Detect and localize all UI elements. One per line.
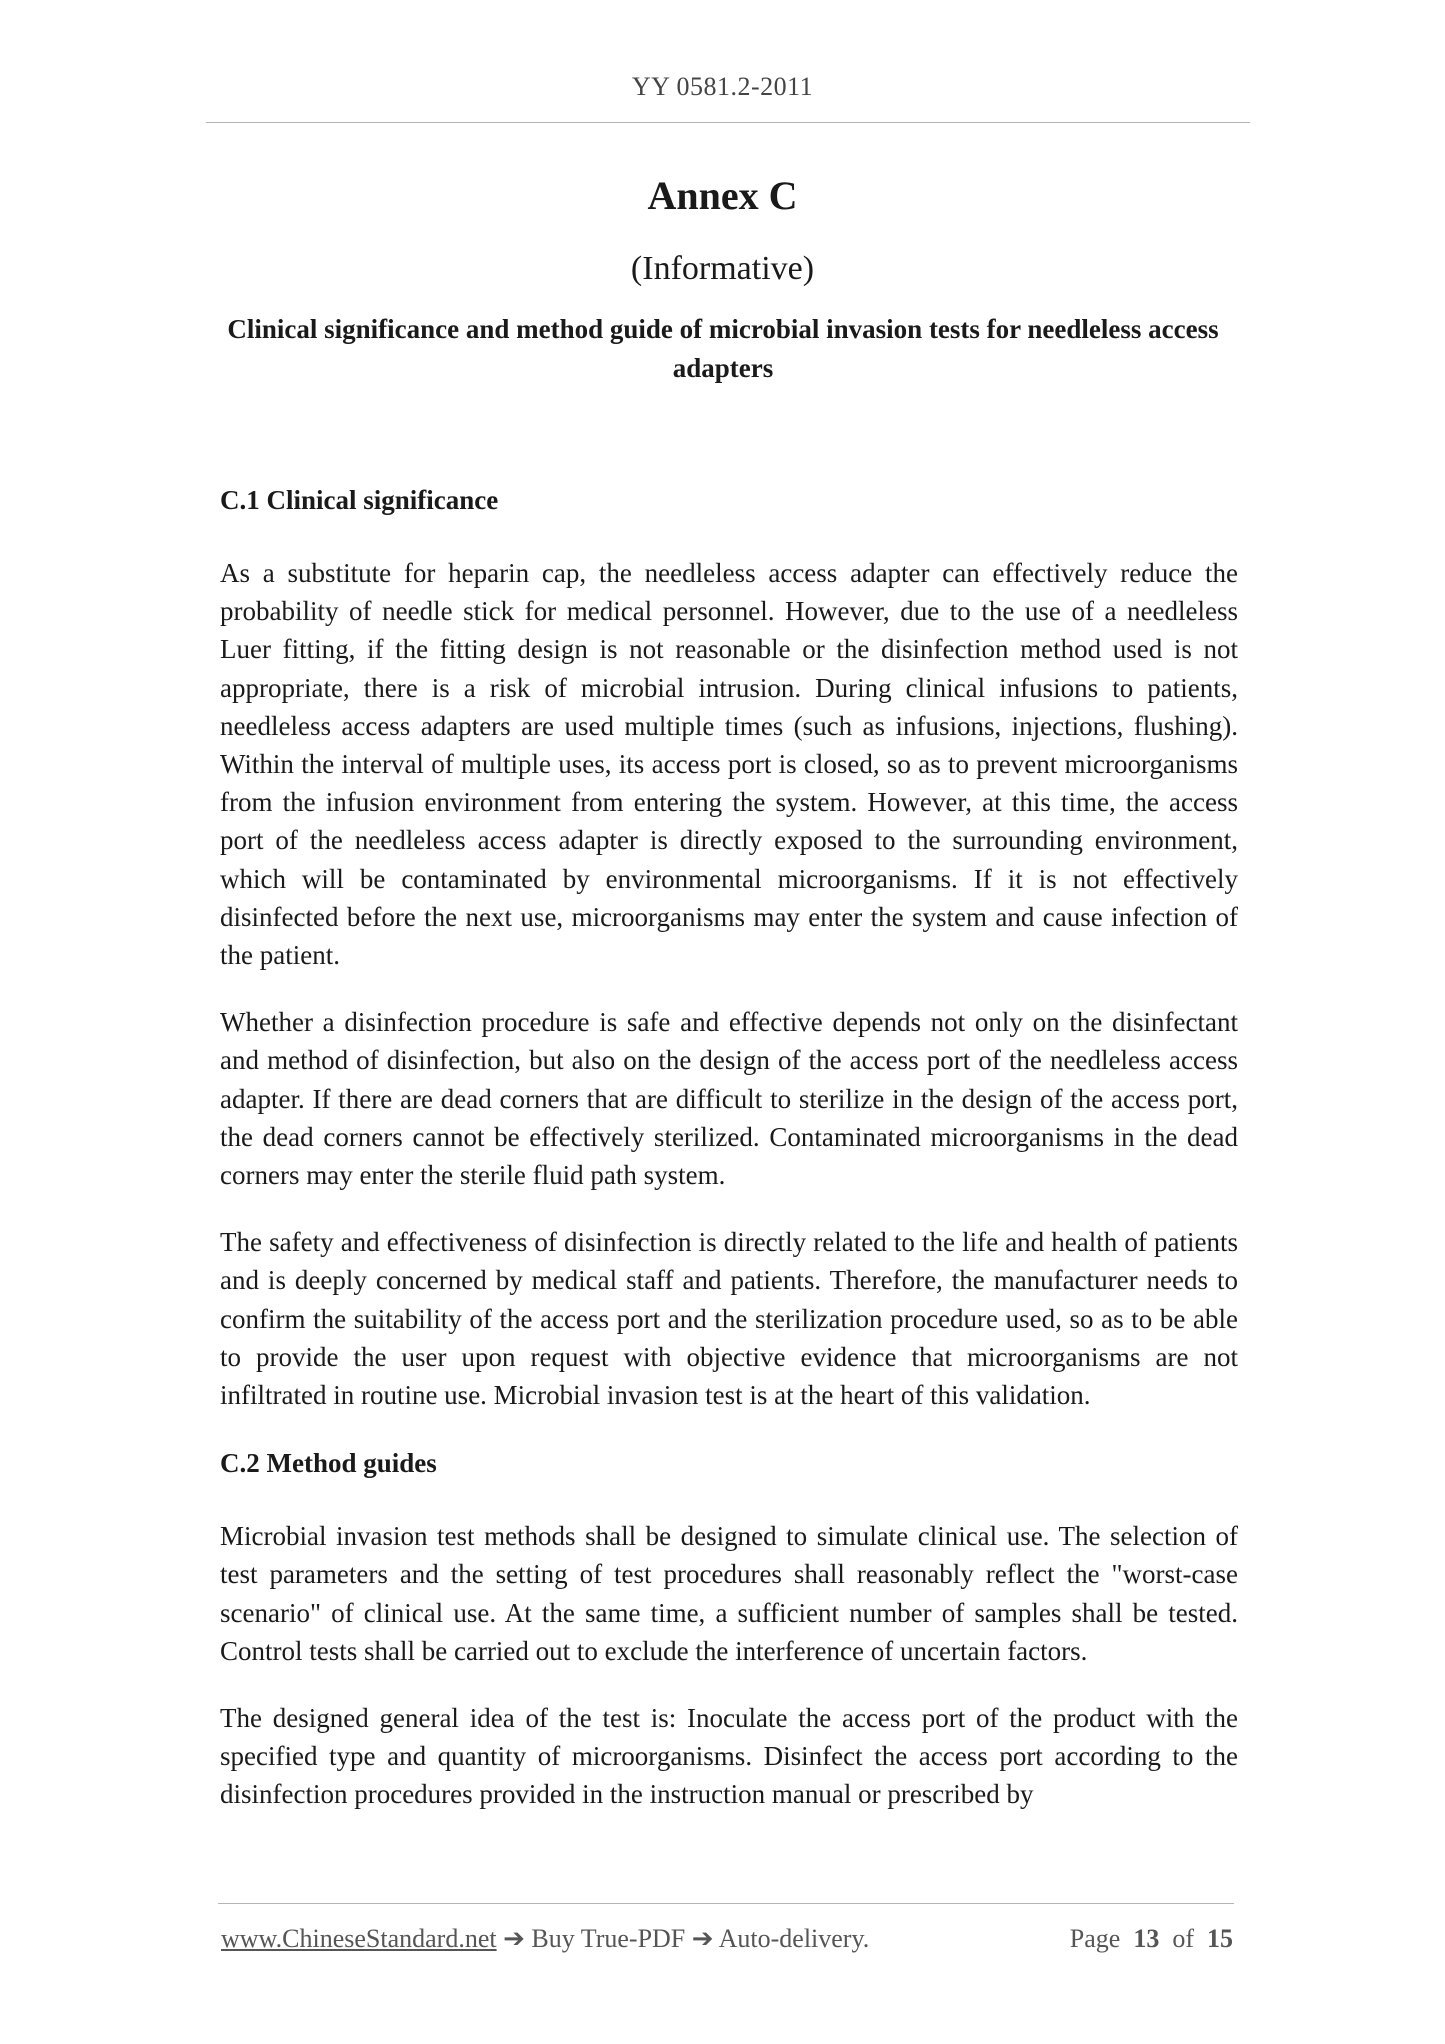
website-link[interactable]: www.ChineseStandard.net — [221, 1924, 497, 1953]
page-total: 15 — [1207, 1924, 1233, 1953]
document-code: YY 0581.2-2011 — [631, 72, 814, 101]
page-number — [1070, 1924, 1233, 1954]
paragraph: As a substitute for heparin cap, the needleless access adapter can effectively reduce the probability of needle stick for medical personnel. However, due to the use of a needleless Luer fitting, if the fitting design is not reasonable or the disinfection method used is not appropriate, there is a risk of microbial intrusion. During clinical infusions to patients, needleless access adapters are used multiple times (such as infusions, injections, flushing). Within the interval of multiple uses, its access port is closed, so as to prevent microorganisms from the infusion environment from entering the system. However, at this time, the access port of the needleless access adapter is directly exposed to the surrounding environment, which will be contaminated by environmental microorganisms. If it is not effectively disinfected before the next use, microorganisms may enter the system and cause infection of the patient. — [220, 558, 1238, 971]
footer-promo — [221, 1924, 869, 1954]
annex-title: Annex C — [647, 173, 798, 218]
paragraph: The designed general idea of the test is: Inoculate the access port of the product with the specified type and quantity of microorganisms. Disinfect the access port according to the disinfection procedures provided in the instruction manual or prescribed by — [220, 1703, 1238, 1810]
document-body — [220, 480, 1238, 1843]
footer-divider — [218, 1903, 1234, 1904]
footer-promo-text: ➔ Buy True-PDF ➔ Auto-delivery. — [496, 1924, 870, 1953]
page-current: 13 — [1133, 1924, 1160, 1953]
annex-type: (Informative) — [630, 250, 815, 287]
paragraph: Whether a disinfection procedure is safe and effective depends not only on the disinfectant and method of disinfection, but also on the design of the access port of the needleless access adapter. If there are dead corners that are difficult to sterilize in the design of the access port, the dead corners cannot be effectively sterilized. Contaminated microorganisms in the dead corners may enter the sterile fluid path system. — [220, 1007, 1238, 1191]
paragraph: Microbial invasion test methods shall be designed to simulate clinical use. The selection of test parameters and the setting of test procedures shall reasonably reflect the "worst-case scenario" of clinical use. At the same time, a sufficient number of samples shall be tested. Control tests shall be carried out to exclude the interference of uncertain factors. — [220, 1521, 1238, 1666]
section-heading-c1: C.1 Clinical significance — [220, 485, 499, 515]
section-heading-c2: C.2 Method guides — [220, 1448, 437, 1479]
of-label: of — [1172, 1924, 1194, 1953]
paragraph: The safety and effectiveness of disinfection is directly related to the life and health of patients and is deeply concerned by medical staff and patients. Therefore, the manufacturer needs to confirm the suitability of the access port and the sterilization procedure used, so as to be able to provide the user upon request with objective evidence that microorganisms are not infiltrated in routine use. Microbial invasion test is at the heart of this validation. — [220, 1227, 1238, 1411]
page-label: Page — [1069, 1924, 1121, 1953]
header-divider — [206, 122, 1250, 123]
annex-subtitle: Clinical significance and method guide of microbial invasion tests for needleless access adapters — [227, 314, 1219, 383]
